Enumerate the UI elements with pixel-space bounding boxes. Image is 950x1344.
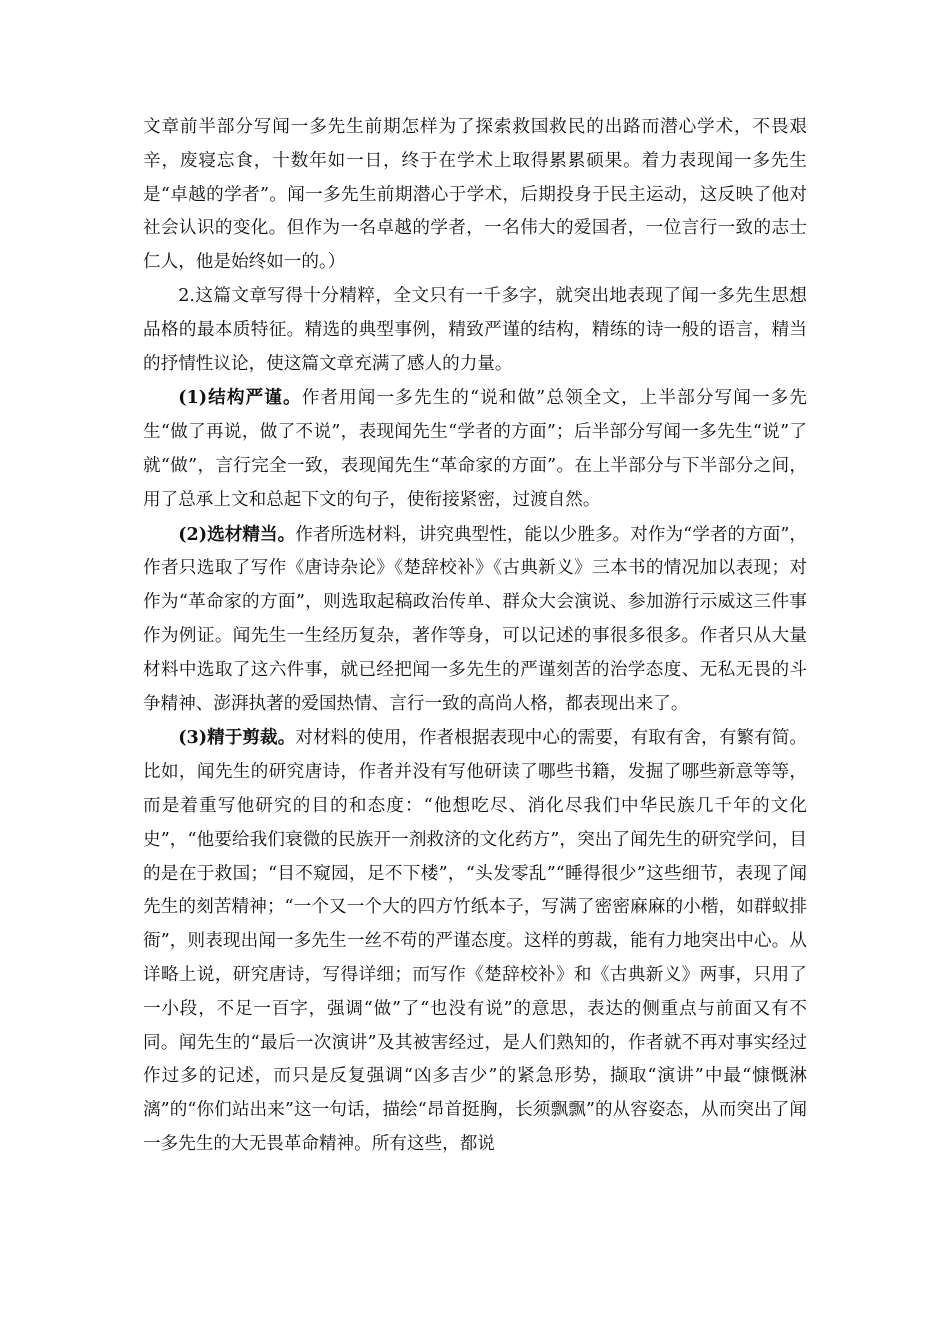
paragraph-structure	[143, 381, 807, 517]
paragraph-text: 对材料的使用，作者根据表现中心的需要，有取有舍，有繁有简。比如，闻先生的研究唐诗，作者并没有写他研读了哪些书籍，发掘了哪些新意等等，而是着重写他研究的目的和态度：“他想吃尽、消化尽我们中华民族几千年的文化史”，“他要给我们衰微的民族开一剂救济的文化药方”，突出了闻先生的研究学问，目的是在于救国；“目不窥园，足不下楼”，“头发零乱”“睡得很少”这些细节，表现了闻先生的刻苦精神；“一个又一个大的四方竹纸本子，写满了密密麻麻的小楷，如群蚁排衙”，则表现出闻一多先生一丝不苟的严谨态度。这样的剪裁，能有力地突出中心。从详略上说，研究唐诗，写得详细；而写作《楚辞校补》和《古典新义》两事，只用了一小段，不足一百字，强调“做”了“也没有说”的意思，表达的侧重点与前面又有不同。闻先生的“最后一次演讲”及其被害经过，是人们熟知的，作者就不再对事实经过作过多的记述，而只是反复强调“凶多吉少”的紧急形势，撷取“演讲”中最“慷慨淋漓”的“你们站出来”这一句话，描绘“昂首挺胸，长须飘飘”的从容姿态，从而突出了闻一多先生的大无畏革命精神。所有这些，都说	[143, 728, 807, 1154]
paragraph-point-2	[143, 280, 807, 381]
paragraph-material-selection	[143, 518, 807, 722]
paragraph-heading: (1)结构严谨。	[178, 387, 302, 409]
paragraph-heading: (3)精于剪裁。	[178, 727, 296, 749]
paragraph-text: 文章前半部分写闻一多先生前期怎样为了探索救国救民的出路而潜心学术，不畏艰辛，废寝忘食，十数年如一日，终于在学术上取得累累硕果。着力表现闻一多先生是“卓越的学者”。闻一多先生前期潜心于学术，后期投身于民主运动，这反映了他对社会认识的变化。但作为一名卓越的学者，一名伟大的爱国者，一位言行一致的志士仁人，他是始终如一的。）	[143, 117, 807, 273]
paragraph-editing	[143, 721, 807, 1161]
paragraph-heading: (2)选材精当。	[178, 523, 296, 545]
paragraph-text: 2.这篇文章写得十分精粹，全文只有一千多字，就突出地表现了闻一多先生思想品格的最本质特征。精选的典型事例，精致严谨的结构，精练的诗一般的语言，精当的抒情性议论，使这篇文章充满了感人的力量。	[143, 285, 807, 374]
paragraph-continuation	[143, 111, 807, 280]
document-page	[143, 111, 807, 1162]
paragraph-text: 作者所选材料，讲究典型性，能以少胜多。对作为“学者的方面”，作者只选取了写作《唐诗杂论》《楚辞校补》《古典新义》三本书的情况加以表现；对作为“革命家的方面”，则选取起稿政治传单、群众大会演说、参加游行示威这三件事作为例证。闻先生一生经历复杂，著作等身，可以记述的事很多很多。作者只从大量材料中选取了这六件事，就已经把闻一多先生的严谨刻苦的治学态度、无私无畏的斗争精神、澎湃执著的爱国热情、言行一致的高尚人格，都表现出来了。	[143, 524, 807, 714]
paragraph-text: 作者用闻一多先生的“说和做”总领全文，上半部分写闻一多先生“做了再说，做了不说”，表现闻先生“学者的方面”；后半部分写闻一多先生“说”了就“做”，言行完全一致，表现闻先生“革命家的方面”。在上半部分与下半部分之间，用了总承上文和总起下文的句子，使衔接紧密，过渡自然。	[143, 388, 807, 510]
